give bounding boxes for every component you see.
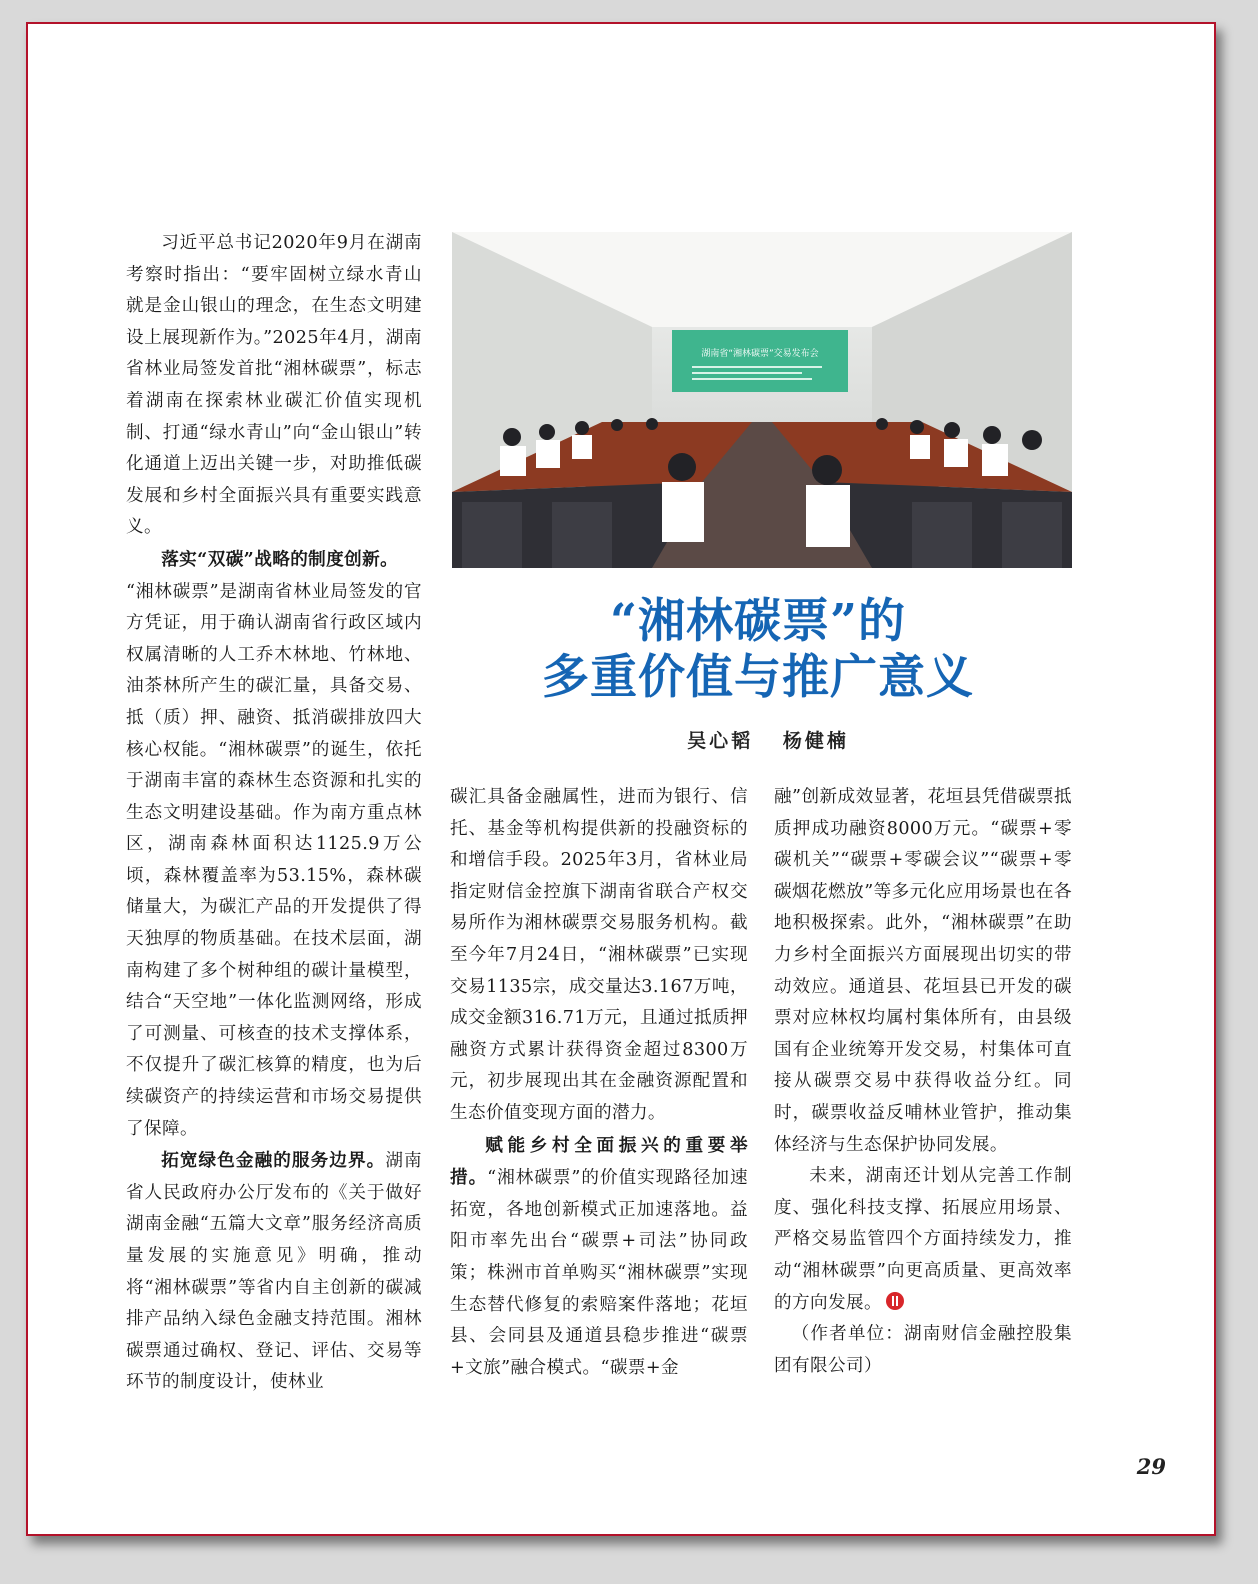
paragraph-future bbox=[774, 1161, 1072, 1319]
text-column-2 bbox=[450, 782, 748, 1384]
text-column-1 bbox=[126, 228, 422, 1399]
paragraph-future-text: 未来，湖南还计划从完善工作制度、强化科技支撑、拓展应用场景、严格交易监管四个方面持续发力，推动“湘林碳票”向更高质量、更高效率的方向发展。 bbox=[774, 1166, 1072, 1313]
section-heading-1: 落实“双碳”战略的制度创新。 bbox=[161, 548, 399, 570]
author-affiliation: （作者单位：湖南财信金融控股集团有限公司） bbox=[774, 1324, 1072, 1376]
paragraph-green-finance bbox=[126, 1145, 422, 1399]
paragraph-intro: 习近平总书记2020年9月在湖南考察时指出：“要牢固树立绿水青山就是金山银山的理念，在生态文明建设上展现新作为。”2025年4月，湖南省林业局签发首批“湘林碳票”，标志着湖南在探索林业碳汇价值实现机制、打通“绿水青山”向“金山银山”转化通道上迈出关键一步，对助推低碳发展和乡村全面振兴具有重要实践意义。 bbox=[126, 233, 422, 538]
section-heading-2: 拓宽绿色金融的服务边界。 bbox=[161, 1150, 386, 1172]
article-title-line-2: 多重价值与推广意义 bbox=[542, 650, 974, 705]
screen-title-text: 湖南省“湘林碳票”交易发布会 bbox=[701, 349, 819, 359]
paragraph-carbon-ticket bbox=[126, 544, 422, 1145]
paragraph-green-finance-text: 湖南省人民政府办公厅发布的《关于做好湖南金融“五篇大文章”服务经济高质量发展的实施意见》明确，推动将“湘林碳票”等省内自主创新的碳减排产品纳入绿色金融支持范围。湘林碳票通过确权、登记、评估、交易等环节的制度设计，使林业 bbox=[126, 1151, 422, 1393]
conference-photo-image bbox=[452, 232, 1072, 568]
end-mark-icon bbox=[886, 1292, 904, 1310]
author-name: 杨健楠 bbox=[782, 730, 849, 752]
section-heading-3: 赋能乡村全面振兴的重要举措。 bbox=[450, 1134, 748, 1189]
conference-photo bbox=[452, 232, 1072, 568]
byline bbox=[588, 726, 948, 753]
paragraph-rural-revitalization-continued: 融”创新成效显著，花垣县凭借碳票抵质押成功融资8000万元。“碳票+零碳机关”“碳票+零碳会议”“碳票+零碳烟花燃放”等多元化应用场景也在各地积极探索。此外，“湘林碳票”在助力乡村全面振兴方面展现出切实的带动效应。通道县、花垣县已开发的碳票对应林权均属村集体所有，由县级国有企业统筹开发交易，村集体可直接从碳票交易中获得收益分红。同时，碳票收益反哺林业管护，推动集体经济与生态保护协同发展。 bbox=[774, 787, 1072, 1155]
article-title-line-1: “湘林碳票”的 bbox=[609, 594, 907, 649]
article-title bbox=[458, 594, 1058, 706]
paragraph-green-finance-continued: 碳汇具备金融属性，进而为银行、信托、基金等机构提供新的投融资标的和增信手段。2025年3月，省林业局指定财信金控旗下湖南省联合产权交易所作为湘林碳票交易服务机构。截至今年7月24日，“湘林碳票”已实现交易1135宗，成交量达3.167万吨，成交金额316.71万元，且通过抵质押融资方式累计获得资金超过8300万元，初步展现出其在金融资源配置和生态价值变现方面的潜力。 bbox=[450, 787, 748, 1123]
text-column-3 bbox=[774, 782, 1072, 1382]
paragraph-rural-revitalization bbox=[450, 1130, 748, 1385]
paragraph-carbon-ticket-text: “湘林碳票”是湖南省林业局签发的官方凭证，用于确认湖南省行政区域内权属清晰的人工乔木林地、竹林地、油茶林所产生的碳汇量，具备交易、抵（质）押、融资、抵消碳排放四大核心权能。“湘林碳票”的诞生，依托于湖南丰富的森林生态资源和扎实的生态文明建设基础。作为南方重点林区，湖南森林面积达1125.9万公顷，森林覆盖率为53.15%，森林碳储量大，为碳汇产品的开发提供了得天独厚的物质基础。在技术层面，湖南构建了多个树种组的碳计量模型，结合“天空地”一体化监测网络，形成了可测量、可核查的技术支撑体系，不仅提升了碳汇核算的精度，也为后续碳资产的持续运营和市场交易提供了保障。 bbox=[126, 581, 422, 1139]
magazine-page bbox=[26, 22, 1216, 1536]
projection-screen bbox=[672, 330, 848, 392]
paragraph-rural-revitalization-text: “湘林碳票”的价值实现路径加速拓宽，各地创新模式正加速落地。益阳市率先出台“碳票+司法”协同政策；株洲市首单购买“湘林碳票”实现生态替代修复的索赔案件落地；花垣县、会同县及通道县稳步推进“碳票+文旅”融合模式。“碳票+金 bbox=[450, 1168, 748, 1378]
page-number: 29 bbox=[1136, 1454, 1166, 1479]
author-name: 吴心韬 bbox=[687, 730, 754, 752]
